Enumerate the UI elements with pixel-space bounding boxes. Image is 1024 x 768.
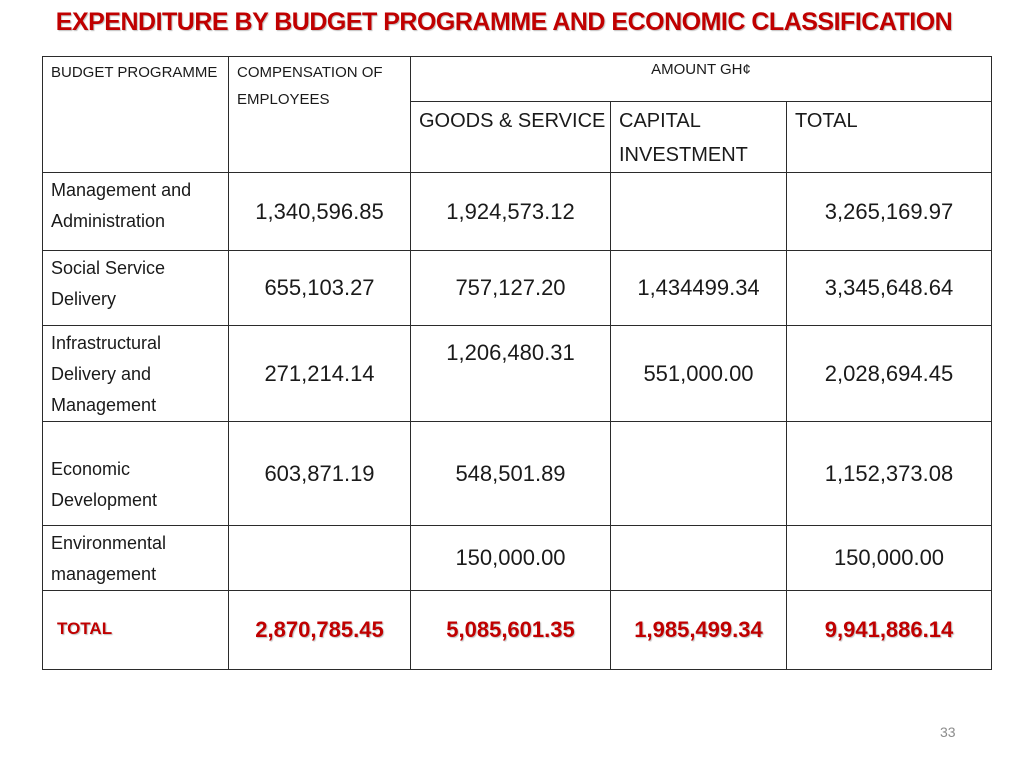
page-number: 33 [940,724,956,740]
header-total: TOTAL [787,102,992,173]
totals-row [43,591,992,670]
expenditure-table [42,56,992,670]
row-goods: 150,000.00 [411,526,611,591]
row-capital: 551,000.00 [611,326,787,422]
row-capital [611,173,787,251]
row-capital: 1,434499.34 [611,251,787,326]
row-programme: Social Service Delivery [43,251,229,326]
totals-compensation: 2,870,785.45 [229,591,411,670]
row-compensation: 655,103.27 [229,251,411,326]
totals-label: TOTAL [43,591,229,670]
header-goods-service: GOODS & SERVICE [411,102,611,173]
table-row [43,526,992,591]
row-capital [611,526,787,591]
table-row [43,251,992,326]
row-total: 3,345,648.64 [787,251,992,326]
row-goods: 1,924,573.12 [411,173,611,251]
header-compensation: COMPENSATION OF EMPLOYEES [229,57,411,173]
page-title: EXPENDITURE BY BUDGET PROGRAMME AND ECONOMIC CLASSIFICATION [55,8,953,36]
row-total: 150,000.00 [787,526,992,591]
table-row [43,326,992,422]
table-row [43,173,992,251]
row-compensation [229,526,411,591]
row-total: 2,028,694.45 [787,326,992,422]
row-compensation: 603,871.19 [229,422,411,526]
row-total: 3,265,169.97 [787,173,992,251]
row-capital [611,422,787,526]
table-row [43,422,992,526]
row-total: 1,152,373.08 [787,422,992,526]
row-goods: 757,127.20 [411,251,611,326]
row-programme: Management and Administration [43,173,229,251]
row-compensation: 271,214.14 [229,326,411,422]
header-capital-investment: CAPITAL INVESTMENT [611,102,787,173]
totals-goods: 5,085,601.35 [411,591,611,670]
row-programme: Economic Development [43,422,229,526]
row-goods: 1,206,480.31 [411,326,611,422]
header-row [43,57,992,102]
row-goods: 548,501.89 [411,422,611,526]
row-programme: Environmental management [43,526,229,591]
header-amount: AMOUNT GH¢ [411,57,992,102]
row-programme: Infrastructural Delivery and Management [43,326,229,422]
row-compensation: 1,340,596.85 [229,173,411,251]
totals-capital: 1,985,499.34 [611,591,787,670]
totals-total: 9,941,886.14 [787,591,992,670]
header-budget-programme: BUDGET PROGRAMME [43,57,229,173]
